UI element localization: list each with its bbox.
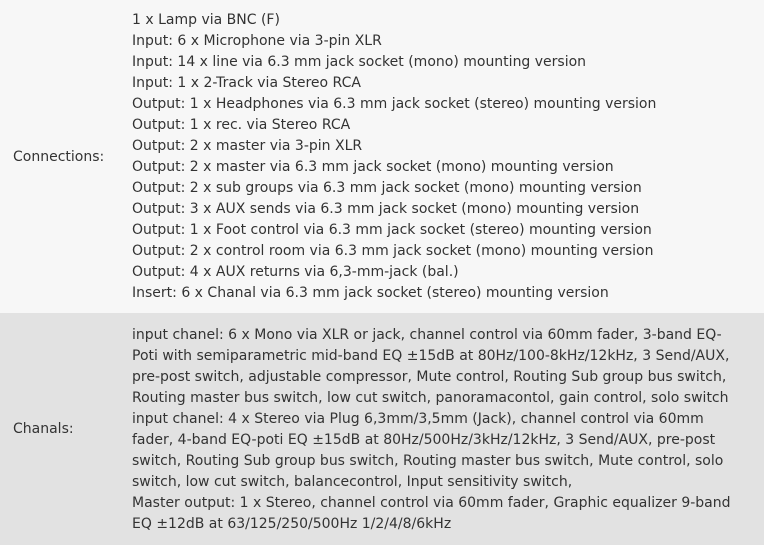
connections-label: Connections: bbox=[13, 148, 105, 165]
connections-value bbox=[132, 0, 764, 313]
connection-item: Output: 3 x AUX sends via 6.3 mm jack socket (mono) mounting version bbox=[132, 201, 640, 217]
chanals-value bbox=[132, 313, 764, 545]
chanal-item: input chanel: 4 x Stereo via Plug 6,3mm/3,5mm (Jack), channel control via 60mm fader, 4-band EQ-poti EQ ±15dB at 80Hz/500Hz/3kHz/12kHz, 3 Send/AUX, pre-post switch, Routing Sub group bus switch, Routing master bus switch, Mute control, solo switch, low cut switch, balancecontrol, Input sensitivity switch, bbox=[132, 411, 724, 490]
connection-item: Output: 2 x master via 3-pin XLR bbox=[132, 138, 363, 154]
connection-item: Output: 1 x Foot control via 6.3 mm jack socket (stereo) mounting version bbox=[132, 222, 652, 238]
connection-item: Input: 14 x line via 6.3 mm jack socket (mono) mounting version bbox=[132, 54, 587, 70]
chanals-row bbox=[0, 313, 764, 545]
chanals-label: Chanals: bbox=[13, 421, 74, 437]
connection-item: Output: 2 x master via 6.3 mm jack socket (mono) mounting version bbox=[132, 159, 614, 175]
connection-item: Output: 4 x AUX returns via 6,3-mm-jack (bal.) bbox=[132, 264, 459, 280]
connection-item: Output: 1 x rec. via Stereo RCA bbox=[132, 117, 351, 133]
connection-item: Insert: 6 x Chanal via 6.3 mm jack socket (stereo) mounting version bbox=[132, 285, 609, 301]
connection-item: 1 x Lamp via BNC (F) bbox=[132, 12, 280, 28]
connection-item: Output: 2 x sub groups via 6.3 mm jack socket (mono) mounting version bbox=[132, 180, 642, 196]
connection-item: Input: 1 x 2-Track via Stereo RCA bbox=[132, 75, 361, 91]
chanal-item: input chanel: 6 x Mono via XLR or jack, channel control via 60mm fader, 3-band EQ-Poti with semiparametric mid-band EQ ±15dB at 80Hz/100-8kHz/12kHz, 3 Send/AUX, pre-post switch, adjustable compressor, Mute control, Routing Sub group bus switch, Routing master bus switch, low cut switch, panoramacontol, gain control, solo switch bbox=[132, 327, 730, 406]
connection-item: Output: 1 x Headphones via 6.3 mm jack socket (stereo) mounting version bbox=[132, 96, 657, 112]
connection-item: Output: 2 x control room via 6.3 mm jack socket (mono) mounting version bbox=[132, 243, 654, 259]
chanal-item: Master output: 1 x Stereo, channel control via 60mm fader, Graphic equalizer 9-band EQ ±12dB at 63/125/250/500Hz 1/2/4/8/6kHz bbox=[132, 495, 731, 532]
connection-item: Input: 6 x Microphone via 3-pin XLR bbox=[132, 33, 382, 49]
